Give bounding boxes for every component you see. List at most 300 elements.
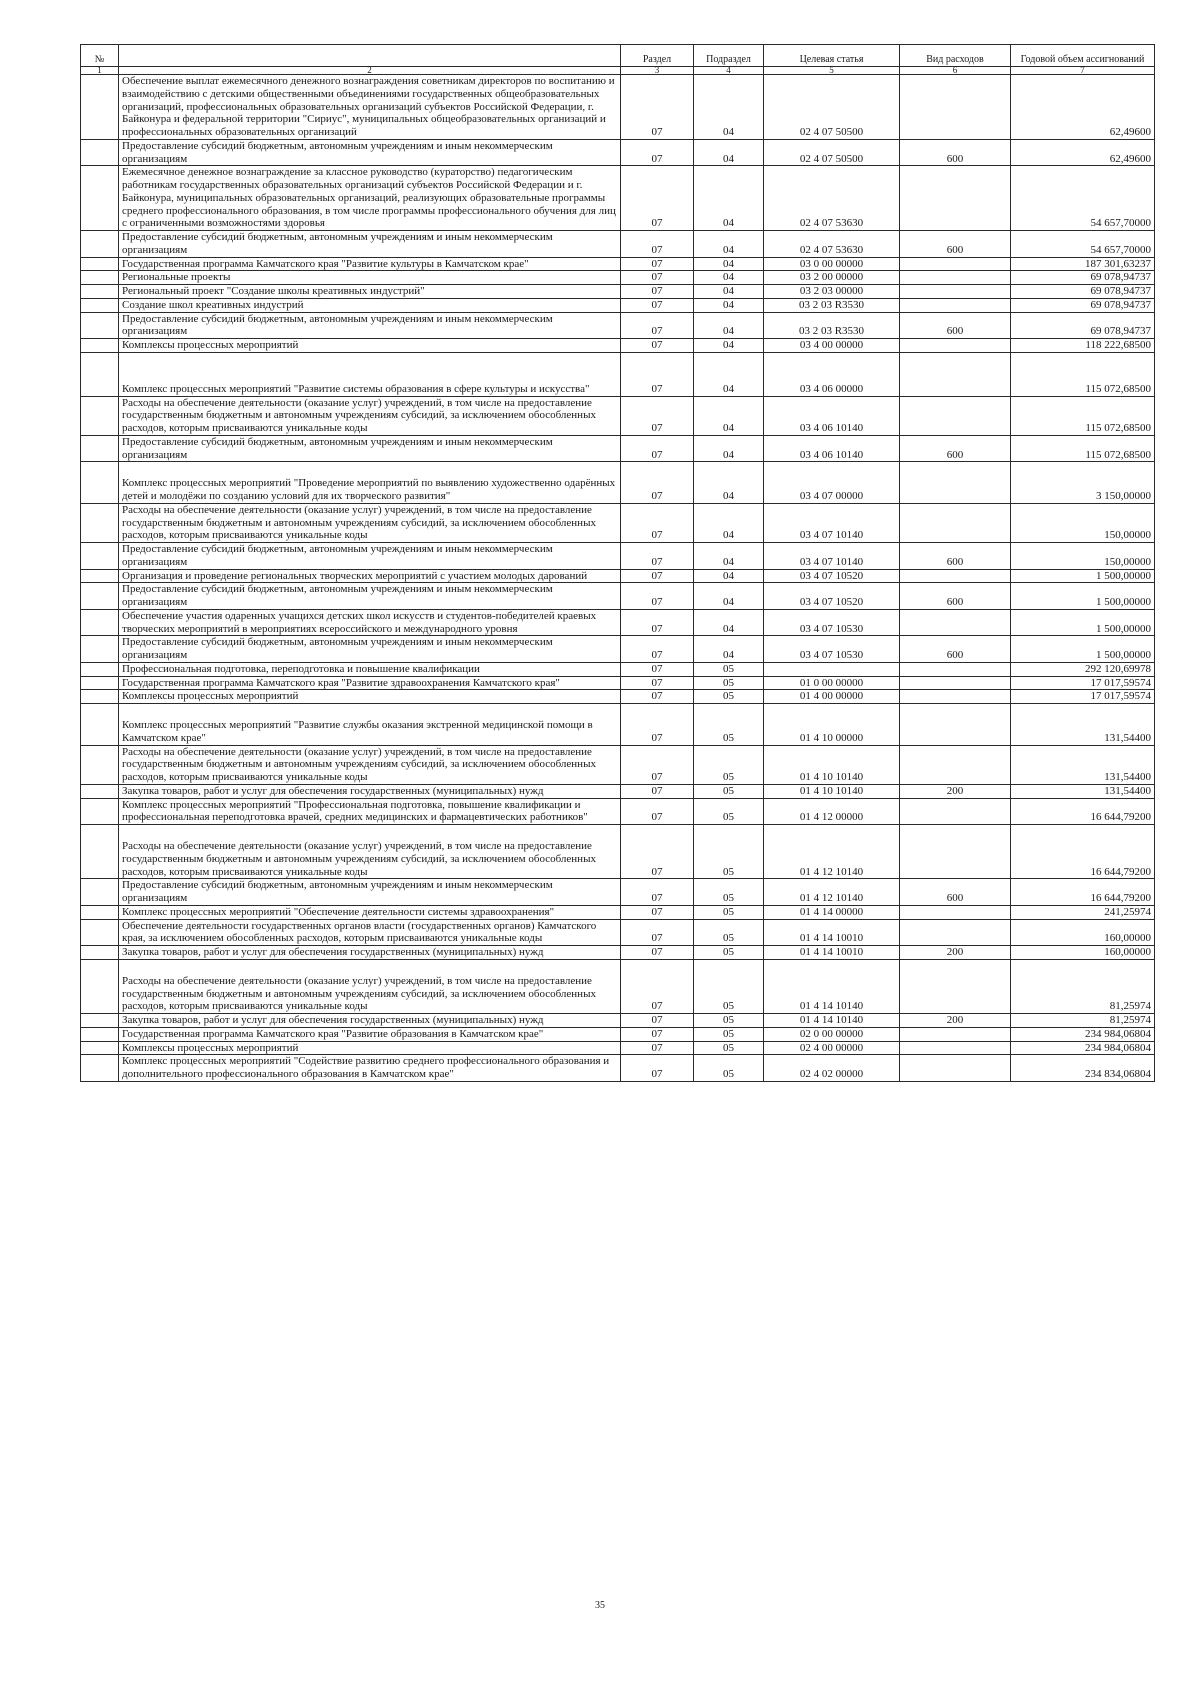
row-vid: 600 bbox=[900, 312, 1011, 339]
header-index: 5 bbox=[764, 67, 900, 75]
row-celevaya: 03 2 00 00000 bbox=[764, 271, 900, 285]
row-number-cell bbox=[81, 298, 119, 312]
table-row bbox=[81, 543, 1155, 570]
row-sum: 1 500,00000 bbox=[1011, 569, 1155, 583]
row-celevaya: 02 4 07 53630 bbox=[764, 166, 900, 231]
row-celevaya: 03 4 07 10530 bbox=[764, 609, 900, 636]
row-name: Закупка товаров, работ и услуг для обеспечения государственных (муниципальных) нужд bbox=[119, 946, 621, 960]
row-razdel: 07 bbox=[621, 569, 694, 583]
row-razdel: 07 bbox=[621, 662, 694, 676]
row-celevaya: 03 4 06 00000 bbox=[764, 352, 900, 396]
row-vid bbox=[900, 919, 1011, 946]
row-podrazdel: 04 bbox=[694, 352, 764, 396]
row-vid bbox=[900, 905, 1011, 919]
row-vid bbox=[900, 396, 1011, 435]
row-vid bbox=[900, 1055, 1011, 1082]
table-row bbox=[81, 704, 1155, 746]
table-row bbox=[81, 231, 1155, 258]
row-vid bbox=[900, 959, 1011, 1013]
row-name: Предоставление субсидий бюджетным, автономным учреждениям и иным некоммерческим организациям bbox=[119, 636, 621, 663]
row-razdel: 07 bbox=[621, 919, 694, 946]
row-podrazdel: 05 bbox=[694, 919, 764, 946]
table-row bbox=[81, 946, 1155, 960]
row-celevaya bbox=[764, 662, 900, 676]
row-celevaya: 01 4 12 10140 bbox=[764, 825, 900, 879]
row-name: Расходы на обеспечение деятельности (оказание услуг) учреждений, в том числе на предоставление государственным бюджетным и автономным учреждениям субсидий, за исключением обособленных расходов, которым присваиваются уникальные коды bbox=[119, 503, 621, 542]
row-vid bbox=[900, 690, 1011, 704]
row-vid bbox=[900, 166, 1011, 231]
row-name: Государственная программа Камчатского края "Развитие образования в Камчатском крае" bbox=[119, 1027, 621, 1041]
table-row bbox=[81, 396, 1155, 435]
row-number-cell bbox=[81, 352, 119, 396]
row-razdel: 07 bbox=[621, 636, 694, 663]
row-vid bbox=[900, 662, 1011, 676]
row-vid: 200 bbox=[900, 784, 1011, 798]
row-sum: 131,54400 bbox=[1011, 704, 1155, 746]
table-row bbox=[81, 798, 1155, 825]
row-name: Комплекс процессных мероприятий "Развитие службы оказания экстренной медицинской помощи в Камчатском крае" bbox=[119, 704, 621, 746]
row-name: Предоставление субсидий бюджетным, автономным учреждениям и иным некоммерческим организациям bbox=[119, 139, 621, 166]
row-celevaya: 01 4 14 00000 bbox=[764, 905, 900, 919]
row-vid: 600 bbox=[900, 435, 1011, 462]
row-sum: 69 078,94737 bbox=[1011, 312, 1155, 339]
table-row bbox=[81, 959, 1155, 1013]
row-podrazdel: 05 bbox=[694, 1041, 764, 1055]
row-razdel: 07 bbox=[621, 285, 694, 299]
row-podrazdel: 05 bbox=[694, 690, 764, 704]
row-razdel: 07 bbox=[621, 583, 694, 610]
table-row bbox=[81, 662, 1155, 676]
row-number-cell bbox=[81, 946, 119, 960]
row-vid bbox=[900, 798, 1011, 825]
row-razdel: 07 bbox=[621, 435, 694, 462]
row-podrazdel: 05 bbox=[694, 946, 764, 960]
row-razdel: 07 bbox=[621, 946, 694, 960]
row-number-cell bbox=[81, 905, 119, 919]
row-sum: 1 500,00000 bbox=[1011, 583, 1155, 610]
table-row bbox=[81, 312, 1155, 339]
row-number-cell bbox=[81, 569, 119, 583]
row-razdel: 07 bbox=[621, 543, 694, 570]
row-vid: 600 bbox=[900, 139, 1011, 166]
row-name: Закупка товаров, работ и услуг для обеспечения государственных (муниципальных) нужд bbox=[119, 784, 621, 798]
row-podrazdel: 04 bbox=[694, 139, 764, 166]
row-number-cell bbox=[81, 662, 119, 676]
table-row bbox=[81, 825, 1155, 879]
row-celevaya: 03 4 07 10140 bbox=[764, 543, 900, 570]
row-name: Предоставление субсидий бюджетным, автономным учреждениям и иным некоммерческим организациям bbox=[119, 312, 621, 339]
row-sum: 160,00000 bbox=[1011, 919, 1155, 946]
row-razdel: 07 bbox=[621, 879, 694, 906]
row-podrazdel: 04 bbox=[694, 435, 764, 462]
row-number-cell bbox=[81, 503, 119, 542]
row-sum: 81,25974 bbox=[1011, 1014, 1155, 1028]
row-sum: 234 984,06804 bbox=[1011, 1027, 1155, 1041]
row-celevaya: 03 2 03 R3530 bbox=[764, 298, 900, 312]
row-podrazdel: 04 bbox=[694, 166, 764, 231]
row-celevaya: 03 4 07 10520 bbox=[764, 583, 900, 610]
row-vid bbox=[900, 825, 1011, 879]
row-sum: 3 150,00000 bbox=[1011, 462, 1155, 504]
row-vid bbox=[900, 339, 1011, 353]
row-razdel: 07 bbox=[621, 1041, 694, 1055]
row-name: Предоставление субсидий бюджетным, автономным учреждениям и иным некоммерческим организациям bbox=[119, 879, 621, 906]
row-razdel: 07 bbox=[621, 257, 694, 271]
row-celevaya: 01 4 10 10140 bbox=[764, 745, 900, 784]
table-row bbox=[81, 745, 1155, 784]
row-podrazdel: 05 bbox=[694, 704, 764, 746]
row-number-cell bbox=[81, 285, 119, 299]
row-podrazdel: 04 bbox=[694, 231, 764, 258]
row-celevaya: 02 4 07 53630 bbox=[764, 231, 900, 258]
row-vid bbox=[900, 745, 1011, 784]
header-vid: Вид расходов bbox=[900, 45, 1011, 67]
table-row bbox=[81, 1014, 1155, 1028]
row-razdel: 07 bbox=[621, 339, 694, 353]
header-index: 3 bbox=[621, 67, 694, 75]
row-name: Предоставление субсидий бюджетным, автономным учреждениям и иным некоммерческим организациям bbox=[119, 583, 621, 610]
row-number-cell bbox=[81, 543, 119, 570]
row-celevaya: 03 4 07 10520 bbox=[764, 569, 900, 583]
row-sum: 69 078,94737 bbox=[1011, 271, 1155, 285]
row-sum: 16 644,79200 bbox=[1011, 825, 1155, 879]
row-razdel: 07 bbox=[621, 271, 694, 285]
row-razdel: 07 bbox=[621, 1055, 694, 1082]
row-vid bbox=[900, 257, 1011, 271]
row-name: Создание школ креативных индустрий bbox=[119, 298, 621, 312]
header-razdel: Раздел bbox=[621, 45, 694, 67]
table-row bbox=[81, 139, 1155, 166]
row-number-cell bbox=[81, 271, 119, 285]
row-celevaya: 03 4 06 10140 bbox=[764, 435, 900, 462]
row-name: Предоставление субсидий бюджетным, автономным учреждениям и иным некоммерческим организациям bbox=[119, 435, 621, 462]
row-name: Комплекс процессных мероприятий "Проведение мероприятий по выявлению художественно одарённых детей и молодёжи по созданию условий для их творческого развития" bbox=[119, 462, 621, 504]
table-row bbox=[81, 569, 1155, 583]
row-name: Обеспечение деятельности государственных органов власти (государственных органов) Камчатского края, за исключением обособленных расходов, которым присваиваются уникальные коды bbox=[119, 919, 621, 946]
row-number-cell bbox=[81, 704, 119, 746]
row-number-cell bbox=[81, 825, 119, 879]
row-razdel: 07 bbox=[621, 704, 694, 746]
row-podrazdel: 05 bbox=[694, 745, 764, 784]
table-row bbox=[81, 609, 1155, 636]
table-header bbox=[81, 45, 1155, 75]
row-sum: 69 078,94737 bbox=[1011, 298, 1155, 312]
row-podrazdel: 05 bbox=[694, 798, 764, 825]
row-podrazdel: 04 bbox=[694, 257, 764, 271]
row-name: Организация и проведение региональных творческих мероприятий с участием молодых дарований bbox=[119, 569, 621, 583]
row-number-cell bbox=[81, 312, 119, 339]
row-name: Комплексы процессных мероприятий bbox=[119, 339, 621, 353]
row-vid: 600 bbox=[900, 583, 1011, 610]
row-vid: 200 bbox=[900, 946, 1011, 960]
row-podrazdel: 04 bbox=[694, 75, 764, 140]
row-razdel: 07 bbox=[621, 166, 694, 231]
row-vid: 600 bbox=[900, 543, 1011, 570]
row-sum: 54 657,70000 bbox=[1011, 231, 1155, 258]
page-number: 35 bbox=[595, 1600, 605, 1611]
row-celevaya: 01 4 10 10140 bbox=[764, 784, 900, 798]
row-sum: 62,49600 bbox=[1011, 139, 1155, 166]
row-name: Обеспечение участия одаренных учащихся детских школ искусств и студентов-победителей краевых творческих мероприятий в мероприятиях всероссийского и международного уровня bbox=[119, 609, 621, 636]
row-razdel: 07 bbox=[621, 745, 694, 784]
row-celevaya: 02 4 00 00000 bbox=[764, 1041, 900, 1055]
row-razdel: 07 bbox=[621, 298, 694, 312]
row-vid bbox=[900, 352, 1011, 396]
row-sum: 54 657,70000 bbox=[1011, 166, 1155, 231]
row-sum: 160,00000 bbox=[1011, 946, 1155, 960]
row-celevaya: 01 4 14 10140 bbox=[764, 1014, 900, 1028]
header-num: № bbox=[81, 45, 119, 67]
header-sum: Годовой объем ассигнований bbox=[1011, 45, 1155, 67]
table-row bbox=[81, 583, 1155, 610]
row-razdel: 07 bbox=[621, 503, 694, 542]
row-sum: 131,54400 bbox=[1011, 745, 1155, 784]
row-podrazdel: 05 bbox=[694, 905, 764, 919]
row-vid: 600 bbox=[900, 879, 1011, 906]
row-name: Комплекс процессных мероприятий "Развитие системы образования в сфере культуры и искусства" bbox=[119, 352, 621, 396]
row-razdel: 07 bbox=[621, 690, 694, 704]
row-celevaya: 03 2 03 R3530 bbox=[764, 312, 900, 339]
row-celevaya: 01 4 10 00000 bbox=[764, 704, 900, 746]
table-row bbox=[81, 784, 1155, 798]
table-row bbox=[81, 1055, 1155, 1082]
row-vid bbox=[900, 462, 1011, 504]
table-row bbox=[81, 879, 1155, 906]
row-vid: 200 bbox=[900, 1014, 1011, 1028]
row-razdel: 07 bbox=[621, 905, 694, 919]
row-sum: 115 072,68500 bbox=[1011, 435, 1155, 462]
row-podrazdel: 05 bbox=[694, 825, 764, 879]
row-razdel: 07 bbox=[621, 784, 694, 798]
row-sum: 69 078,94737 bbox=[1011, 285, 1155, 299]
row-sum: 1 500,00000 bbox=[1011, 636, 1155, 663]
row-sum: 234 984,06804 bbox=[1011, 1041, 1155, 1055]
row-number-cell bbox=[81, 745, 119, 784]
row-number-cell bbox=[81, 919, 119, 946]
row-name: Региональный проект "Создание школы креативных индустрий" bbox=[119, 285, 621, 299]
table-row bbox=[81, 462, 1155, 504]
header-index: 2 bbox=[119, 67, 621, 75]
header-name bbox=[119, 45, 621, 67]
row-number-cell bbox=[81, 959, 119, 1013]
row-sum: 16 644,79200 bbox=[1011, 879, 1155, 906]
row-celevaya: 03 0 00 00000 bbox=[764, 257, 900, 271]
row-razdel: 07 bbox=[621, 75, 694, 140]
row-number-cell bbox=[81, 257, 119, 271]
row-name: Расходы на обеспечение деятельности (оказание услуг) учреждений, в том числе на предоставление государственным бюджетным и автономным учреждениям субсидий, за исключением обособленных расходов, которым присваиваются уникальные коды bbox=[119, 959, 621, 1013]
row-celevaya: 02 0 00 00000 bbox=[764, 1027, 900, 1041]
row-sum: 81,25974 bbox=[1011, 959, 1155, 1013]
row-podrazdel: 05 bbox=[694, 1014, 764, 1028]
row-name: Закупка товаров, работ и услуг для обеспечения государственных (муниципальных) нужд bbox=[119, 1014, 621, 1028]
row-celevaya: 02 4 07 50500 bbox=[764, 139, 900, 166]
table-row bbox=[81, 1041, 1155, 1055]
row-podrazdel: 04 bbox=[694, 569, 764, 583]
row-sum: 16 644,79200 bbox=[1011, 798, 1155, 825]
row-podrazdel: 04 bbox=[694, 462, 764, 504]
header-podrazdel: Подраздел bbox=[694, 45, 764, 67]
row-sum: 234 834,06804 bbox=[1011, 1055, 1155, 1082]
table-row bbox=[81, 676, 1155, 690]
row-celevaya: 03 4 07 10530 bbox=[764, 636, 900, 663]
row-celevaya: 02 4 02 00000 bbox=[764, 1055, 900, 1082]
row-podrazdel: 04 bbox=[694, 543, 764, 570]
table-row bbox=[81, 690, 1155, 704]
row-razdel: 07 bbox=[621, 312, 694, 339]
row-name: Предоставление субсидий бюджетным, автономным учреждениям и иным некоммерческим организациям bbox=[119, 543, 621, 570]
table-row bbox=[81, 285, 1155, 299]
row-number-cell bbox=[81, 1041, 119, 1055]
row-razdel: 07 bbox=[621, 1027, 694, 1041]
header-index: 4 bbox=[694, 67, 764, 75]
row-sum: 17 017,59574 bbox=[1011, 690, 1155, 704]
row-celevaya: 01 4 12 10140 bbox=[764, 879, 900, 906]
row-podrazdel: 05 bbox=[694, 784, 764, 798]
row-podrazdel: 05 bbox=[694, 879, 764, 906]
row-podrazdel: 04 bbox=[694, 636, 764, 663]
row-number-cell bbox=[81, 1027, 119, 1041]
row-celevaya: 01 0 00 00000 bbox=[764, 676, 900, 690]
row-name: Расходы на обеспечение деятельности (оказание услуг) учреждений, в том числе на предоставление государственным бюджетным и автономным учреждениям субсидий, за исключением обособленных расходов, которым присваиваются уникальные коды bbox=[119, 396, 621, 435]
budget-table bbox=[80, 44, 1155, 1082]
row-podrazdel: 04 bbox=[694, 503, 764, 542]
row-vid bbox=[900, 569, 1011, 583]
table-row bbox=[81, 636, 1155, 663]
row-number-cell bbox=[81, 690, 119, 704]
row-razdel: 07 bbox=[621, 609, 694, 636]
row-podrazdel: 04 bbox=[694, 298, 764, 312]
row-sum: 17 017,59574 bbox=[1011, 676, 1155, 690]
row-podrazdel: 05 bbox=[694, 959, 764, 1013]
row-sum: 241,25974 bbox=[1011, 905, 1155, 919]
row-razdel: 07 bbox=[621, 959, 694, 1013]
row-podrazdel: 04 bbox=[694, 312, 764, 339]
row-podrazdel: 05 bbox=[694, 662, 764, 676]
row-celevaya: 01 4 12 00000 bbox=[764, 798, 900, 825]
row-number-cell bbox=[81, 879, 119, 906]
row-sum: 1 500,00000 bbox=[1011, 609, 1155, 636]
table-row bbox=[81, 905, 1155, 919]
row-number-cell bbox=[81, 462, 119, 504]
row-razdel: 07 bbox=[621, 462, 694, 504]
row-sum: 115 072,68500 bbox=[1011, 396, 1155, 435]
row-number-cell bbox=[81, 636, 119, 663]
row-vid bbox=[900, 298, 1011, 312]
row-name: Расходы на обеспечение деятельности (оказание услуг) учреждений, в том числе на предоставление государственным бюджетным и автономным учреждениям субсидий, за исключением обособленных расходов, которым присваиваются уникальные коды bbox=[119, 825, 621, 879]
row-podrazdel: 05 bbox=[694, 1055, 764, 1082]
row-vid bbox=[900, 503, 1011, 542]
row-razdel: 07 bbox=[621, 1014, 694, 1028]
row-vid: 600 bbox=[900, 231, 1011, 258]
row-name: Комплекс процессных мероприятий "Обеспечение деятельности системы здравоохранения" bbox=[119, 905, 621, 919]
row-podrazdel: 05 bbox=[694, 1027, 764, 1041]
row-podrazdel: 04 bbox=[694, 285, 764, 299]
table-row bbox=[81, 271, 1155, 285]
row-number-cell bbox=[81, 784, 119, 798]
row-razdel: 07 bbox=[621, 825, 694, 879]
row-number-cell bbox=[81, 583, 119, 610]
row-number-cell bbox=[81, 75, 119, 140]
row-name: Комплекс процессных мероприятий "Содействие развитию среднего профессионального образования и дополнительного профессионального образования в Камчатском крае" bbox=[119, 1055, 621, 1082]
row-podrazdel: 04 bbox=[694, 271, 764, 285]
row-razdel: 07 bbox=[621, 798, 694, 825]
table-row bbox=[81, 257, 1155, 271]
row-number-cell bbox=[81, 1014, 119, 1028]
row-vid bbox=[900, 676, 1011, 690]
row-vid: 600 bbox=[900, 636, 1011, 663]
row-razdel: 07 bbox=[621, 139, 694, 166]
row-vid bbox=[900, 271, 1011, 285]
row-number-cell bbox=[81, 1055, 119, 1082]
row-name: Обеспечение выплат ежемесячного денежного вознаграждения советникам директоров по воспитанию и взаимодействию с детскими общественными объединениями государственных общеобразовательных организаций, профессиональных образовательных организаций субъектов Российской Федерации, г. Байконура и федеральной территории "Сириус", муниципальных общеобразовательных организаций и профессиональных образовательных организаций bbox=[119, 75, 621, 140]
row-number-cell bbox=[81, 139, 119, 166]
row-number-cell bbox=[81, 166, 119, 231]
row-vid bbox=[900, 1041, 1011, 1055]
table-body bbox=[81, 75, 1155, 1082]
row-podrazdel: 05 bbox=[694, 676, 764, 690]
row-number-cell bbox=[81, 396, 119, 435]
row-sum: 150,00000 bbox=[1011, 543, 1155, 570]
row-razdel: 07 bbox=[621, 352, 694, 396]
row-sum: 118 222,68500 bbox=[1011, 339, 1155, 353]
row-number-cell bbox=[81, 231, 119, 258]
row-razdel: 07 bbox=[621, 396, 694, 435]
row-celevaya: 01 4 14 10010 bbox=[764, 919, 900, 946]
table-row bbox=[81, 435, 1155, 462]
row-podrazdel: 04 bbox=[694, 339, 764, 353]
row-name: Предоставление субсидий бюджетным, автономным учреждениям и иным некоммерческим организациям bbox=[119, 231, 621, 258]
table-row bbox=[81, 919, 1155, 946]
row-vid bbox=[900, 285, 1011, 299]
row-name: Комплексы процессных мероприятий bbox=[119, 1041, 621, 1055]
row-podrazdel: 04 bbox=[694, 396, 764, 435]
budget-sheet bbox=[80, 44, 1154, 1082]
row-celevaya: 01 4 00 00000 bbox=[764, 690, 900, 704]
table-row bbox=[81, 298, 1155, 312]
row-vid bbox=[900, 75, 1011, 140]
header-index: 6 bbox=[900, 67, 1011, 75]
table-row bbox=[81, 1027, 1155, 1041]
row-celevaya: 03 4 00 00000 bbox=[764, 339, 900, 353]
row-sum: 62,49600 bbox=[1011, 75, 1155, 140]
row-sum: 115 072,68500 bbox=[1011, 352, 1155, 396]
row-name: Комплекс процессных мероприятий "Профессиональная подготовка, повышение квалификации и профессиональная переподготовка врачей, средних медицинских и фармацевтических работников" bbox=[119, 798, 621, 825]
row-sum: 187 301,63237 bbox=[1011, 257, 1155, 271]
row-sum: 292 120,69978 bbox=[1011, 662, 1155, 676]
row-name: Профессиональная подготовка, переподготовка и повышение квалификации bbox=[119, 662, 621, 676]
row-name: Расходы на обеспечение деятельности (оказание услуг) учреждений, в том числе на предоставление государственным бюджетным и автономным учреждениям субсидий, за исключением обособленных расходов, которым присваиваются уникальные коды bbox=[119, 745, 621, 784]
row-razdel: 07 bbox=[621, 676, 694, 690]
table-row bbox=[81, 503, 1155, 542]
row-celevaya: 02 4 07 50500 bbox=[764, 75, 900, 140]
row-number-cell bbox=[81, 609, 119, 636]
header-index: 7 bbox=[1011, 67, 1155, 75]
row-number-cell bbox=[81, 676, 119, 690]
row-name: Региональные проекты bbox=[119, 271, 621, 285]
header-index: 1 bbox=[81, 67, 119, 75]
header-celevaya: Целевая статья bbox=[764, 45, 900, 67]
row-celevaya: 03 2 03 00000 bbox=[764, 285, 900, 299]
row-celevaya: 01 4 14 10140 bbox=[764, 959, 900, 1013]
row-celevaya: 03 4 06 10140 bbox=[764, 396, 900, 435]
row-number-cell bbox=[81, 435, 119, 462]
row-name: Государственная программа Камчатского края "Развитие культуры в Камчатском крае" bbox=[119, 257, 621, 271]
row-celevaya: 01 4 14 10010 bbox=[764, 946, 900, 960]
row-razdel: 07 bbox=[621, 231, 694, 258]
row-vid bbox=[900, 1027, 1011, 1041]
row-number-cell bbox=[81, 798, 119, 825]
row-name: Комплексы процессных мероприятий bbox=[119, 690, 621, 704]
